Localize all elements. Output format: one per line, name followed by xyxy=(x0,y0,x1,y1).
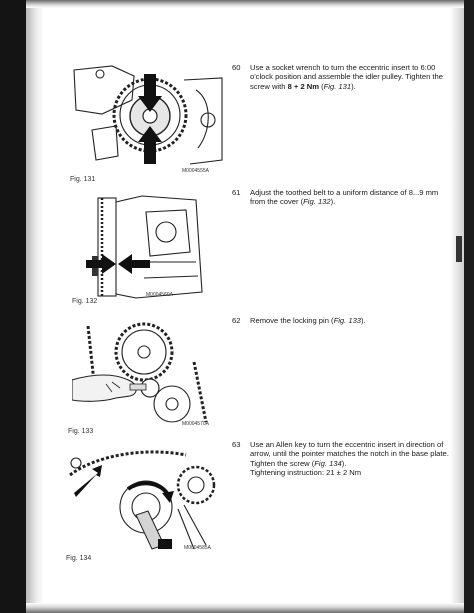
step-60-text-a: Use a socket wrench to turn the eccentric insert to 6:00 o'clock position and assemble the idler pulley. Tighten the screw with xyxy=(250,63,443,91)
step-62-text-a: Remove the locking pin ( xyxy=(250,316,334,325)
figure-134-illustration xyxy=(66,445,216,553)
step-62-text-b: ). xyxy=(361,316,366,325)
figure-131-code: M0004555A xyxy=(182,168,209,174)
figure-133 xyxy=(68,322,216,435)
step-61-text-a: Adjust the toothed belt to a uniform distance of 8...9 mm from the cover ( xyxy=(250,188,439,207)
scan-shadow-left xyxy=(26,0,44,613)
figure-132-illustration xyxy=(86,192,206,302)
step-63-tightening: Tightening instruction: 21 ± 2 Nm xyxy=(250,468,362,478)
step-63-text-a: Use an Allen key to turn the eccentric insert in direction of arrow, until the pointer matches the notch in the base plate. Tighten the screw ( xyxy=(250,440,449,468)
step-60-fig-ref: Fig. 131 xyxy=(323,81,352,91)
scan-shadow-right xyxy=(450,0,464,613)
scan-edge-right xyxy=(464,0,474,613)
step-60-text xyxy=(250,63,455,91)
step-62-text xyxy=(250,316,455,325)
step-63-text xyxy=(250,440,455,478)
figure-131-illustration xyxy=(72,60,224,176)
step-63-fig-ref: Fig. 134 xyxy=(314,458,342,468)
step-60-torque: 8 + 2 Nm xyxy=(287,81,320,91)
page-tab-marker xyxy=(456,236,462,262)
step-62-fig-ref: Fig. 133 xyxy=(333,316,362,325)
figure-132-caption: Fig. 132 xyxy=(72,298,98,305)
step-61-text xyxy=(250,188,455,207)
figure-134-code: M0004585A xyxy=(184,545,211,551)
figure-132 xyxy=(72,192,206,305)
figure-133-code: M0004570A xyxy=(182,421,209,427)
step-61-number: 61 xyxy=(232,188,241,197)
figure-131 xyxy=(70,60,224,183)
step-60-text-c: ). xyxy=(351,81,356,91)
step-63-number: 63 xyxy=(232,440,241,449)
step-60-number: 60 xyxy=(232,63,241,72)
scan-edge-bottom xyxy=(26,603,464,613)
figure-134 xyxy=(66,445,216,562)
figure-132-code: M0004560A xyxy=(146,292,173,298)
figure-133-illustration xyxy=(72,322,216,428)
step-62-number: 62 xyxy=(232,316,241,325)
step-60-text-b: ( xyxy=(319,81,324,91)
step-61-fig-ref: Fig. 132 xyxy=(303,197,331,207)
figure-131-caption: Fig. 131 xyxy=(70,176,96,183)
figure-133-caption: Fig. 133 xyxy=(68,428,94,435)
figure-134-caption: Fig. 134 xyxy=(66,555,92,562)
step-63-text-b: ). xyxy=(341,458,347,468)
step-61-text-b: ). xyxy=(330,197,336,207)
scan-edge-top xyxy=(26,0,464,8)
scan-edge-left xyxy=(0,0,26,613)
